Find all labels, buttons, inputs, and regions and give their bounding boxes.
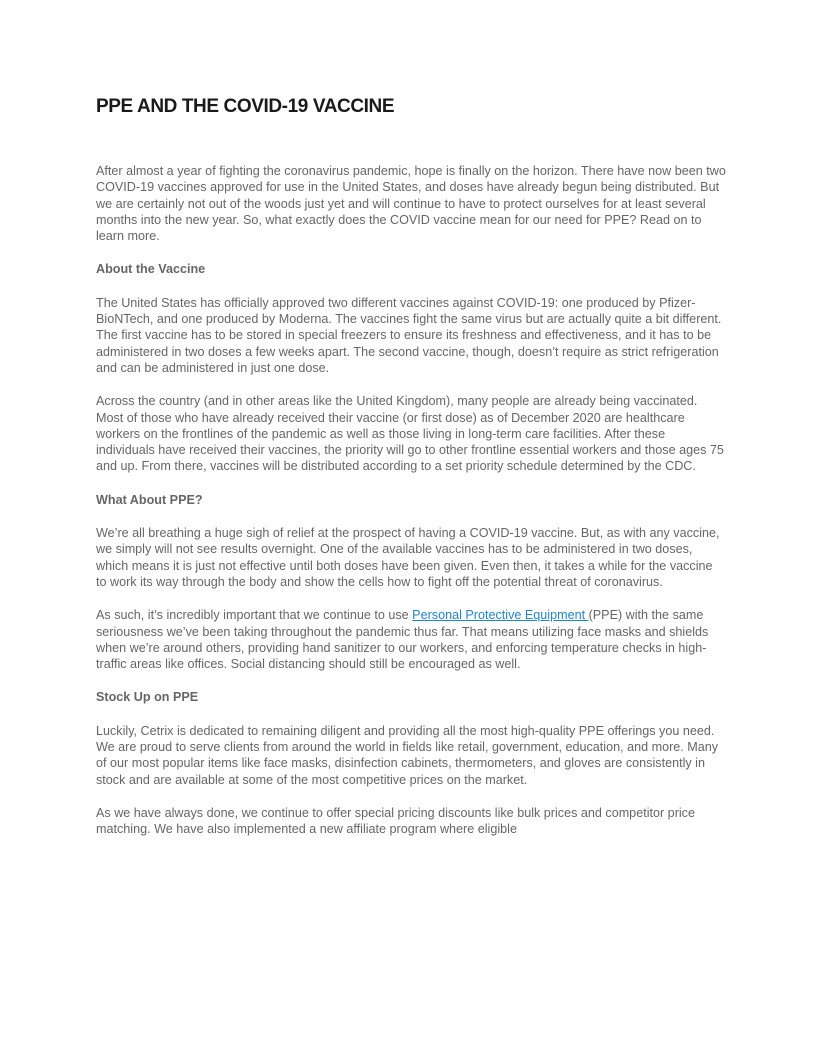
vaccine-paragraph-1: The United States has officially approved two different vaccines against COVID-19: one produced by Pfizer-BioNTech, and one produced by Moderna. The vaccines fight the same virus but are actually quite a bit different. The first vaccine has to be stored in special freezers to ensure its freshness and effectiveness, and it has to be administered in two doses a few weeks apart. The second vaccine, though, doesn’t require as strict refrigeration and can be administered in just one dose. <box>96 295 722 375</box>
stock-paragraph-2: As we have always done, we continue to offer special pricing discounts like bulk prices and competitor price matching. We have also implemented a new affiliate program where eligible <box>96 805 695 837</box>
document-body <box>96 163 726 855</box>
ppe-link[interactable]: Personal Protective Equipment <box>412 608 589 623</box>
section-heading-stock-up: Stock Up on PPE <box>96 690 199 705</box>
ppe-paragraph-2-after: (PPE) with the same seriousness we’ve been taking throughout the pandemic thus far. That means utilizing face masks and shields when we’re around others, providing hand sanitizer to our workers, and enforcing temperature checks in high-traffic areas like offices. Social distancing should still be encouraged as well. <box>96 608 709 672</box>
ppe-paragraph-2 <box>96 607 726 672</box>
ppe-paragraph-2-before: As such, it’s incredibly important that we continue to use <box>96 608 413 623</box>
page-title: PPE AND THE COVID-19 VACCINE <box>96 96 395 117</box>
section-heading-what-about-ppe: What About PPE? <box>96 492 203 507</box>
vaccine-paragraph-2: Across the country (and in other areas like the United Kingdom), many people are already being vaccinated. Most of those who have already received their vaccine (or first dose) as of December 2020 are healthcare workers on the frontlines of the pandemic as well as those living in long-term care facilities. After these individuals have received their vaccines, the priority will go to other frontline essential workers and those ages 75 and up. From there, vaccines will be distributed according to a set priority schedule determined by the CDC. <box>96 394 724 474</box>
intro-paragraph: After almost a year of fighting the coronavirus pandemic, hope is finally on the horizon. There have now been two COVID-19 vaccines approved for use in the United States, and doses have already begun being distributed. But we are certainly not out of the woods just yet and will continue to have to protect ourselves for at least several months into the new year. So, what exactly does the COVID vaccine mean for our need for PPE? Read on to learn more. <box>96 164 726 244</box>
section-heading-about-vaccine: About the Vaccine <box>96 262 206 277</box>
stock-paragraph-1: Luckily, Cetrix is dedicated to remaining diligent and providing all the most high-quality PPE offerings you need. We are proud to serve clients from around the world in fields like retail, government, education, and more. Many of our most popular items like face masks, disinfection cabinets, thermometers, and gloves are consistently in stock and are available at some of the most competitive prices on the market. <box>96 723 719 787</box>
ppe-paragraph-1: We’re all breathing a huge sigh of relief at the prospect of having a COVID-19 vaccine. But, as with any vaccine, we simply will not see results overnight. One of the available vaccines has to be administered in two doses, which means it is just not effective until both doses have been given. Even then, it takes a while for the vaccine to work its way through the body and show the cells how to fight off the potential threat of coronavirus. <box>96 526 720 589</box>
